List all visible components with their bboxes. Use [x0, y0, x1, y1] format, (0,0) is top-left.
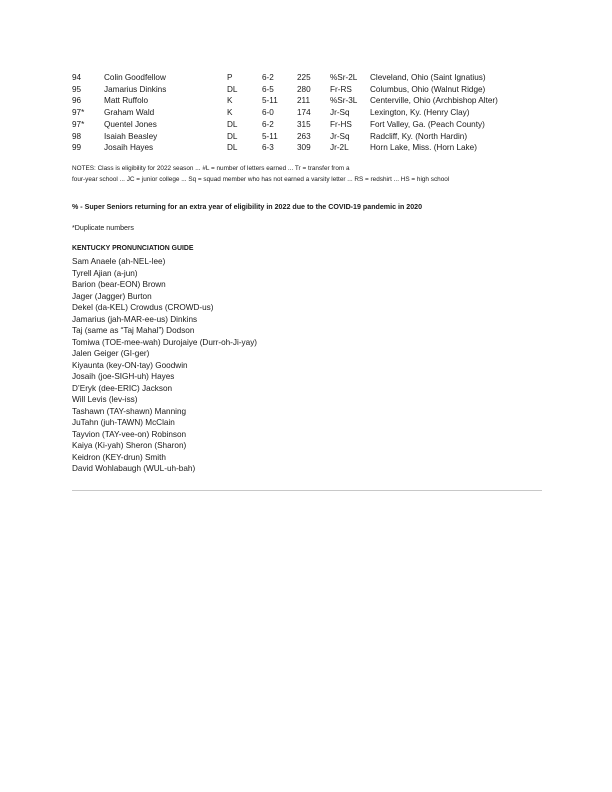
roster-row: [72, 84, 540, 96]
player-height: 6-5: [262, 84, 274, 94]
duplicate-numbers-note: *Duplicate numbers: [72, 224, 134, 232]
player-height: 5-11: [262, 131, 278, 141]
player-position: P: [227, 73, 233, 82]
pronunciation-entry: Josaih (joe-SIGH-uh) Hayes: [72, 372, 175, 381]
pronunciation-entry: Jager (Jagger) Burton: [72, 291, 152, 301]
pronunciation-entry: Tashawn (TAY-shawn) Manning: [72, 406, 187, 416]
roster-row: [72, 142, 540, 154]
pronunciation-entry: Tomiwa (TOE-mee-wah) Durojaiye (Durr-oh-Ji-yay): [72, 337, 258, 347]
player-name: Quentel Jones: [104, 119, 157, 129]
pronunciation-entry: JuTahn (juh-TAWN) McClain: [72, 418, 175, 427]
player-class: %Sr-3L: [330, 96, 358, 106]
pronunciation-entry: Jamarius (jah-MAR-ee-us) Dinkins: [72, 314, 198, 324]
roster-row: [72, 72, 540, 84]
player-number: 97*: [72, 119, 85, 129]
player-number: 98: [72, 131, 82, 141]
pronunciation-entry: Will Levis (lev-iss): [72, 395, 138, 404]
roster-body: [72, 72, 540, 154]
player-position: DL: [227, 143, 238, 153]
pronunciation-entry: Tayvion (TAY-vee-on) Robinson: [72, 429, 187, 439]
pronunciation-entry: Keidron (KEY-drun) Smith: [72, 452, 166, 462]
pronunciation-entry: David Wohlabaugh (WUL-uh-bah): [72, 464, 196, 473]
player-name: Colin Goodfellow: [104, 73, 166, 82]
player-weight: 280: [297, 84, 311, 94]
player-height: 6-2: [262, 119, 274, 129]
roster-row: [72, 131, 540, 143]
player-number: 97*: [72, 108, 85, 118]
player-position: DL: [227, 131, 238, 141]
super-seniors-note: % - Super Seniors returning for an extra year of eligibility in 2022 due to the COVID-19 pandemic in 2020: [72, 203, 423, 211]
pronunciation-guide-list: [72, 256, 257, 475]
pronunciation-entry: Jalen Geiger (GI-ger): [72, 349, 150, 358]
player-weight: 225: [297, 73, 311, 82]
player-class: Fr-RS: [330, 84, 352, 94]
player-height: 6-3: [262, 143, 274, 153]
player-class: Jr-Sq: [330, 131, 350, 141]
pronunciation-entry: Kiyaunta (key-ON-tay) Goodwin: [72, 360, 188, 370]
pronunciation-entry: Kaiya (Ki-yah) Sheron (Sharon): [72, 441, 187, 450]
pronunciation-entry: Tyrell Ajian (a-jun): [72, 268, 138, 278]
player-hometown: Columbus, Ohio (Walnut Ridge): [370, 84, 486, 94]
player-position: DL: [227, 84, 238, 94]
pronunciation-entry: D’Eryk (dee-ERIC) Jackson: [72, 383, 173, 393]
player-height: 6-0: [262, 108, 274, 118]
player-weight: 309: [297, 143, 311, 153]
player-position: K: [227, 108, 233, 118]
player-name: Josaih Hayes: [104, 143, 154, 153]
roster-row: [72, 95, 540, 107]
player-class: %Sr-2L: [330, 73, 358, 82]
player-hometown: Fort Valley, Ga. (Peach County): [370, 119, 485, 129]
player-weight: 174: [297, 108, 311, 118]
player-weight: 315: [297, 119, 311, 129]
player-name: Graham Wald: [104, 108, 155, 118]
horizontal-divider: [72, 490, 542, 491]
player-number: 96: [72, 96, 82, 106]
roster-row: [72, 119, 540, 131]
player-height: 5-11: [262, 96, 278, 106]
player-name: Matt Ruffolo: [104, 96, 148, 106]
notes-block: [72, 164, 542, 185]
pronunciation-entry: Dekel (da-KEL) Crowdus (CROWD-us): [72, 303, 214, 312]
player-hometown: Centerville, Ohio (Archbishop Alter): [370, 96, 498, 106]
roster-table: [72, 72, 540, 154]
player-name: Jamarius Dinkins: [104, 84, 167, 94]
pronunciation-entry: Sam Anaele (ah-NEL-lee): [72, 257, 166, 266]
player-number: 95: [72, 84, 82, 94]
player-hometown: Cleveland, Ohio (Saint Ignatius): [370, 73, 486, 82]
notes-line-1: NOTES: Class is eligibility for 2022 season ... #L = number of letters earned ... Tr = transfer from a: [72, 165, 350, 172]
player-class: Jr-Sq: [330, 108, 350, 118]
player-height: 6-2: [262, 73, 274, 82]
player-class: Fr-HS: [330, 119, 352, 129]
player-hometown: Radcliff, Ky. (North Hardin): [370, 131, 468, 141]
player-weight: 211: [297, 96, 311, 106]
notes-line-2: four-year school ... JC = junior college ... Sq = squad member who has not earned a varsity letter ... RS = redshirt ... HS = high school: [72, 175, 450, 183]
player-name: Isaiah Beasley: [104, 131, 158, 141]
player-position: DL: [227, 119, 238, 129]
player-hometown: Lexington, Ky. (Henry Clay): [370, 108, 470, 118]
player-number: 99: [72, 143, 82, 153]
pronunciation-guide-heading: KENTUCKY PRONUNCIATION GUIDE: [72, 245, 194, 252]
player-class: Jr-2L: [330, 143, 349, 153]
player-hometown: Horn Lake, Miss. (Horn Lake): [370, 143, 477, 153]
player-number: 94: [72, 73, 82, 82]
pronunciation-entry: Taj (same as “Taj Mahal”) Dodson: [72, 326, 195, 335]
roster-row: [72, 107, 540, 119]
pronunciation-entry: Barion (bear-EON) Brown: [72, 280, 166, 289]
player-position: K: [227, 96, 233, 106]
player-weight: 263: [297, 131, 311, 141]
